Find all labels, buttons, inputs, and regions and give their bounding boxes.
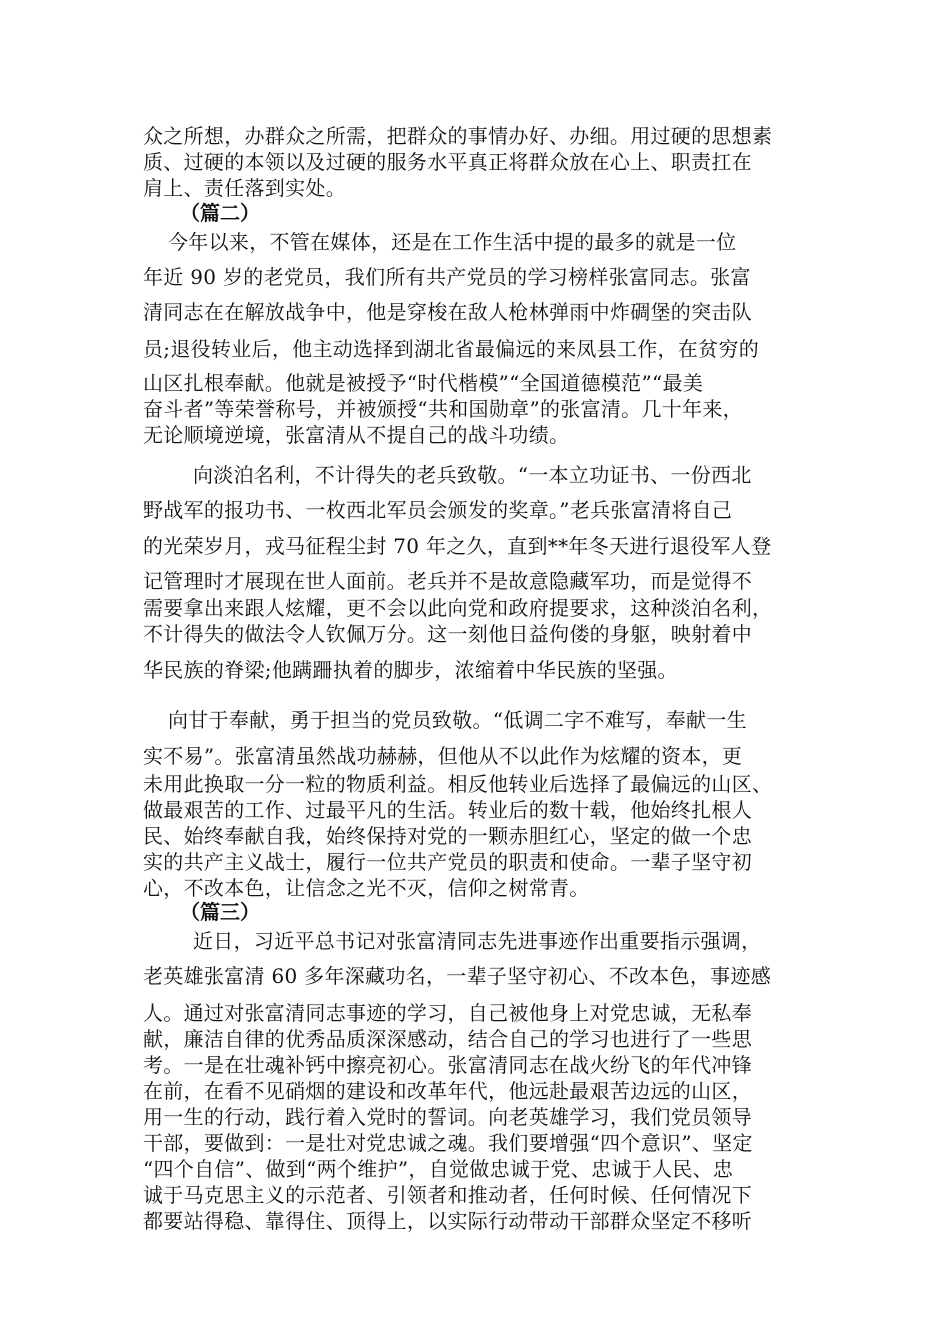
text-line: 近日，习近平总书记对张富清同志先进事迹作出重要指示强调， — [193, 929, 762, 953]
text-line: “四个自信”、做到“两个维护”，自觉做忠诚于党、忠诚于人民、忠 — [143, 1157, 734, 1181]
text-line: 向淡泊名利，不计得失的老兵致敬。“一本立功证书、一份西北 — [193, 463, 752, 487]
text-line: 考。一是在壮魂补钙中擦亮初心。张富清同志在战火纷飞的年代冲锋 — [143, 1053, 752, 1077]
section-heading: （篇三） — [180, 900, 260, 924]
text-line: 用一生的行动，践行着入党时的誓词。向老英雄学习，我们党员领导 — [143, 1105, 752, 1129]
text-line: 华民族的脊梁;他蹒跚执着的脚步，浓缩着中华民族的坚强。 — [143, 658, 678, 682]
text-line: 山区扎根奉献。他就是被授予“时代楷模”“全国道德模范”“最美 — [143, 371, 704, 395]
text-line: 都要站得稳、靠得住、顶得上，以实际行动带动干部群众坚定不移听 — [143, 1209, 752, 1233]
text-line: 无论顺境逆境，张富清从不提自己的战斗功绩。 — [143, 423, 570, 447]
text-line: 奋斗者”等荣誉称号，并被颁授“共和国勋章”的张富清。几十年来， — [143, 397, 743, 421]
text-line: 干部，要做到：一是壮对党忠诚之魂。我们要增强“四个意识”、坚定 — [143, 1131, 753, 1155]
text-line: 质、过硬的本领以及过硬的服务水平真正将群众放在心上、职责扛在 — [143, 150, 752, 174]
text-line: 做最艰苦的工作、过最平凡的生活。转业后的数十载，他始终扎根人 — [143, 798, 752, 822]
text-line: 野战军的报功书、一枚西北军员会颁发的奖章。”老兵张富清将自己 — [143, 498, 733, 522]
text-line: 今年以来，不管在媒体，还是在工作生活中提的最多的就是一位 — [168, 230, 737, 254]
text-line: 需要拿出来跟人炫耀，更不会以此向党和政府提要求，这种淡泊名利， — [143, 596, 773, 620]
text-line: 不计得失的做法令人钦佩万分。这一刻他日益佝偻的身躯，映射着中 — [143, 622, 752, 646]
text-line: 年近 90 岁的老党员，我们所有共产党员的学习榜样张富同志。张富 — [143, 265, 751, 289]
text-line: 众之所想，办群众之所需，把群众的事情办好、办细。用过硬的思想素 — [143, 124, 773, 148]
text-line: 肩上、责任落到实处。 — [143, 176, 346, 200]
text-line: 老英雄张富清 60 多年深藏功名，一辈子坚守初心、不改本色，事迹感 — [143, 964, 772, 988]
text-line: 献，廉洁自律的优秀品质深深感动，结合自己的学习也进行了一些思 — [143, 1027, 752, 1051]
text-line: 心，不改本色，让信念之光不灭，信仰之树常青。 — [143, 876, 590, 900]
text-line: 向甘于奉献，勇于担当的党员致敬。“低调二字不难写，奉献一生 — [168, 708, 747, 732]
text-line: 记管理时才展现在世人面前。老兵并不是故意隐藏军功，而是觉得不 — [143, 569, 752, 593]
text-line: 实的共产主义战士，履行一位共产党员的职责和使命。一辈子坚守初 — [143, 850, 752, 874]
text-line: 清同志在在解放战争中，他是穿梭在敌人枪林弹雨中炸碉堡的突击队 — [143, 300, 752, 324]
text-line: 的光荣岁月，戎马征程尘封 70 年之久，直到**年冬天进行退役军人登 — [143, 534, 772, 558]
text-line: 诚于马克思主义的示范者、引领者和推动者，任何时候、任何情况下 — [143, 1183, 752, 1207]
text-line: 在前，在看不见硝烟的建设和改革年代，他远赴最艰苦边远的山区， — [143, 1079, 752, 1103]
section-heading: （篇二） — [180, 201, 260, 225]
text-line: 民、始终奉献自我，始终保持对党的一颗赤胆红心，坚定的做一个忠 — [143, 824, 752, 848]
text-line: 人。通过对张富清同志事迹的学习，自己被他身上对党忠诚，无私奉 — [143, 1001, 752, 1025]
text-line: 未用此换取一分一粒的物质利益。相反他转业后选择了最偏远的山区、 — [143, 772, 773, 796]
text-line: 实不易”。张富清虽然战功赫赫，但他从不以此作为炫耀的资本，更 — [143, 744, 743, 768]
text-line: 员;退役转业后，他主动选择到湖北省最偏远的来凤县工作，在贫穷的 — [143, 337, 760, 361]
